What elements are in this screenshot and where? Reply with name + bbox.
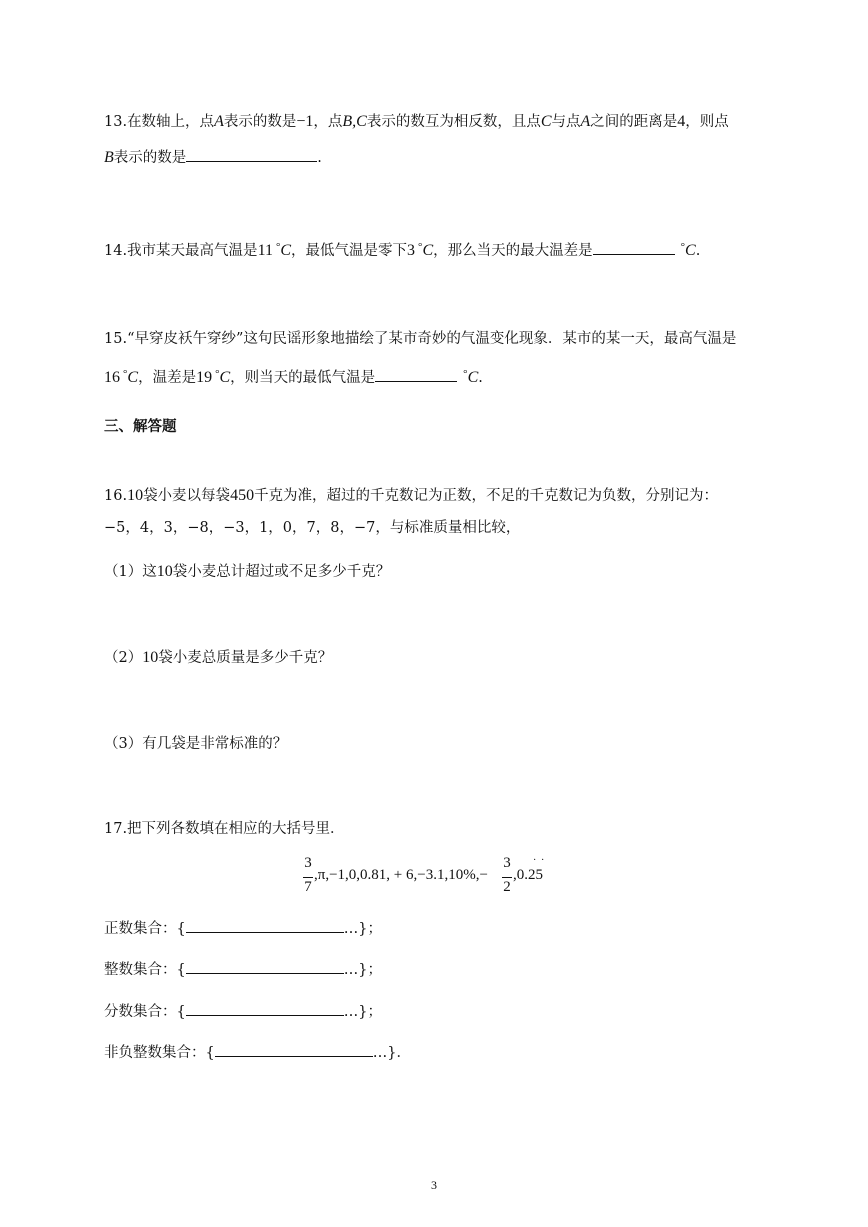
q14-line: 14.我市某天最高气温是11 °C，最低气温是零下3 °C，那么当天的最大温差是 °C. [104, 241, 701, 259]
set-nonnegative-integer: 非负整数集合：{ …}． [104, 1042, 411, 1063]
q16-part2: （2）10袋小麦总质量是多少千克？ [104, 649, 333, 666]
q15-number: 15. [104, 331, 128, 347]
q13-line2: B表示的数是 . [104, 149, 322, 166]
q16-list: −5，4，3，−8，−3，1，0，7，8，−7，与标准质量相比较， [104, 520, 521, 536]
repeating-dot: · [541, 855, 545, 866]
q17-title: 17.把下列各数填在相应的大括号里． [104, 821, 345, 837]
q17-number-list: 3 7 ,π,−1,0,0.81, + 6,−3.1,10%,− 3 2 ,0.25 · · [304, 855, 545, 895]
set-nonnegative-integer-blank[interactable] [215, 1042, 373, 1057]
set-fraction-blank[interactable] [186, 1001, 344, 1016]
q16-part3: （3）有几袋是非常标准的？ [104, 736, 288, 752]
q13-line1: 13.在数轴上，点A表示的数是−1，点B,C表示的数互为相反数，且点C与点A之间的距离是4，则点 [104, 113, 729, 130]
set-fraction: 分数集合：{ …}； [104, 1001, 382, 1022]
set-positive-blank[interactable] [186, 918, 344, 933]
section-heading: 三、解答题 [104, 419, 177, 435]
q16-line1: 16.10袋小麦以每袋450千克为准，超过的千克数记为正数，不足的千克数记为负数，分别记为： [104, 487, 719, 504]
q15-answer-blank[interactable] [375, 367, 457, 382]
set-integer: 整数集合：{ …}； [104, 959, 382, 980]
page-number: 3 [431, 1178, 437, 1192]
q15-line2: 16 °C，温差是19 °C，则当天的最低气温是 °C. [104, 368, 483, 386]
q14-answer-blank[interactable] [593, 240, 675, 255]
repeating-dot: · [533, 855, 537, 866]
set-integer-blank[interactable] [186, 959, 344, 974]
q13-number: 13. [104, 114, 128, 130]
q16-part1: （1）这10袋小麦总计超过或不足多少千克？ [104, 563, 391, 580]
q13-answer-blank[interactable] [186, 147, 317, 162]
q14-number: 14. [104, 243, 128, 259]
q15-line1: 15.“早穿皮袄午穿纱”这句民谣形象地描绘了某市奇妙的气温变化现象．某市的某一天，最高气温是 [104, 331, 737, 347]
q16-number: 16. [104, 488, 128, 504]
set-positive: 正数集合：{ …}； [104, 918, 382, 939]
